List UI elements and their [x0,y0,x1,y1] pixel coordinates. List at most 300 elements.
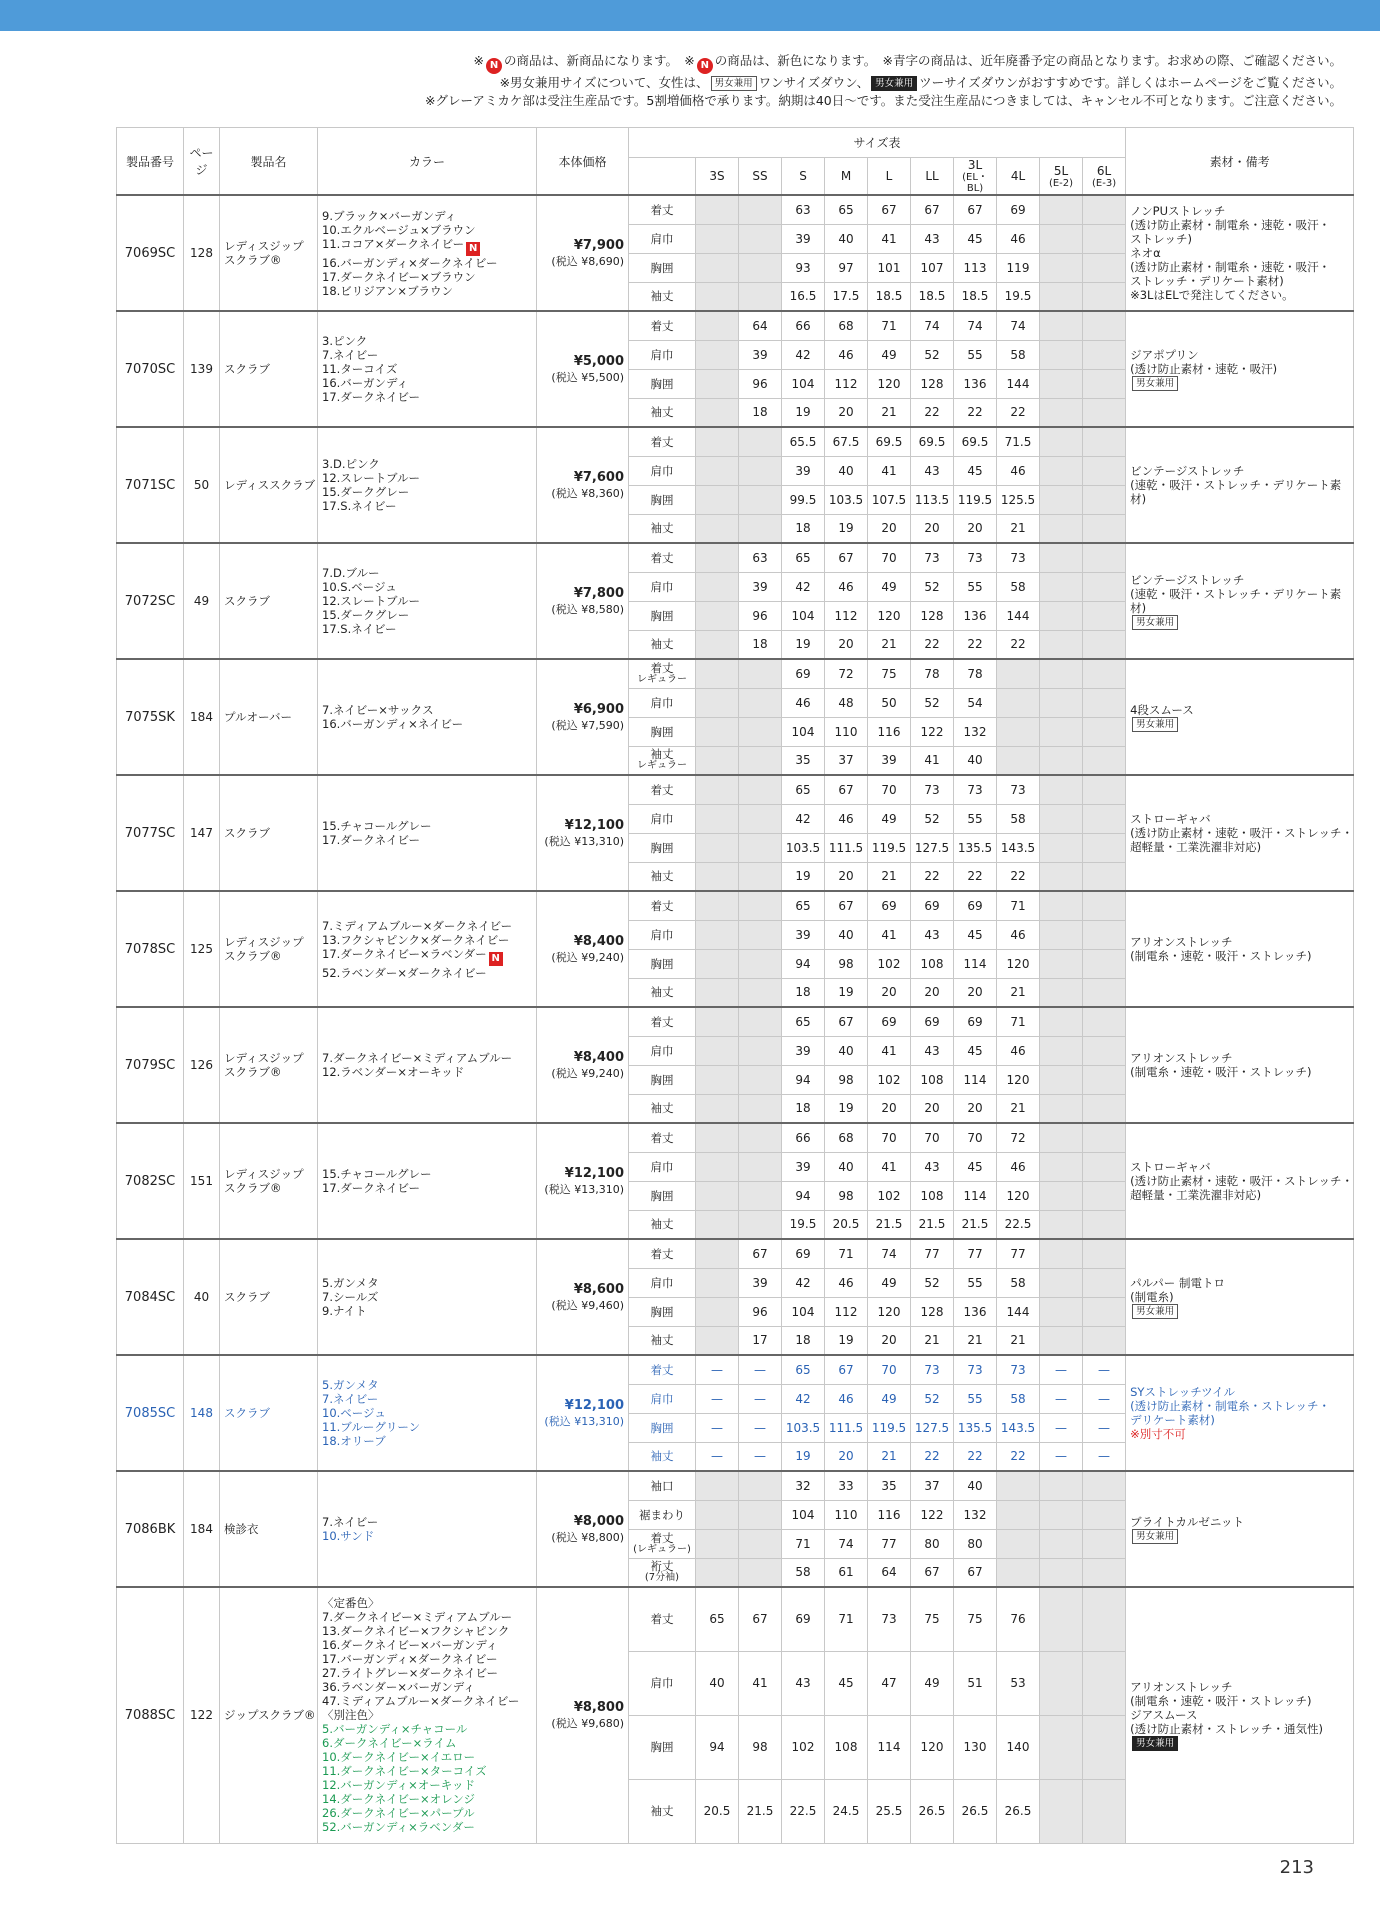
measure-label-text: 胸囲 [650,608,674,623]
size-value: 41 [911,746,954,775]
size-value: 98 [825,949,868,978]
size-header-6l [1083,158,1126,196]
size-value: 102 [868,1181,911,1210]
size-value [1040,891,1083,920]
price-cell [537,427,629,543]
size-value [696,978,739,1007]
material-line: ストローギャバ [1130,1160,1211,1174]
size-value: 132 [954,717,997,746]
color-text: 5.バーガンディ×チャコール [322,1722,468,1737]
measure-label-text: 着丈 [650,660,674,675]
size-value [696,427,739,456]
color-item [322,819,536,833]
size-value: 122 [911,1500,954,1529]
size-label: SS [752,169,768,183]
size-header-3s [696,158,739,196]
size-value [739,717,782,746]
size-value [739,891,782,920]
size-value [1040,688,1083,717]
size-value: 49 [868,340,911,369]
size-value [739,978,782,1007]
size-value: 72 [825,659,868,688]
measure-label [629,1239,696,1268]
size-value: 18 [782,1326,825,1355]
size-value: 94 [782,949,825,978]
size-value: 93 [782,253,825,282]
price-cell [537,543,629,659]
unisex-tag: 男女兼用 [711,76,757,91]
color-list [318,659,537,775]
size-value: 136 [954,369,997,398]
custom-size-note: ※別寸不可 [1130,1427,1186,1441]
size-value: 20 [868,1326,911,1355]
size-value: 65 [696,1587,739,1651]
size-value: 127.5 [911,1413,954,1442]
size-value: 143.5 [997,1413,1040,1442]
table-row [117,659,1354,688]
size-value [696,1297,739,1326]
product-name-line: スクラブ [224,362,270,376]
price-value: ¥6,900 [573,701,624,717]
product-name-line: スクラブ® [224,1181,282,1195]
size-value: 65 [782,1355,825,1384]
size-value: 104 [782,1297,825,1326]
size-value [1083,688,1126,717]
size-value [1083,1529,1126,1558]
price-cell [537,775,629,891]
size-value: 39 [739,1268,782,1297]
size-value: 20 [825,862,868,891]
size-value: 73 [911,775,954,804]
color-item [322,1378,536,1392]
size-value [739,253,782,282]
size-value [1040,311,1083,340]
price-value: ¥7,800 [573,585,624,601]
color-text: 52.バーガンディ×ラベンダー [322,1820,475,1835]
color-text: 10.ダークネイビー×イエロー [322,1750,476,1765]
price-tax: (税込 ¥5,500) [551,370,624,384]
measure-label [629,572,696,601]
size-value [696,1500,739,1529]
size-value: 140 [997,1715,1040,1779]
size-value: 46 [997,1152,1040,1181]
color-item [322,348,536,362]
color-item [322,1680,536,1694]
size-value: 63 [782,195,825,224]
size-value: 18 [782,978,825,1007]
color-item [322,594,536,608]
product-name-line: プルオーバー [224,710,292,724]
size-value [696,340,739,369]
size-value [1083,1268,1126,1297]
color-text: 5.ガンメタ [322,1276,379,1290]
material-line: (速乾・吸汗・ストレッチ・デリケート素材) [1130,586,1342,615]
size-value [696,282,739,311]
color-item [322,1792,536,1806]
size-value [1083,224,1126,253]
size-value [1083,1181,1126,1210]
color-item [322,1694,536,1708]
size-value [739,746,782,775]
color-item [322,237,536,256]
size-value [1040,1529,1083,1558]
size-value: 18 [739,630,782,659]
material-line: ストレッチ・デリケート素材) [1130,274,1284,288]
product-name-line: スクラブ® [224,1065,282,1079]
material-cell [1126,543,1354,659]
size-value [1083,282,1126,311]
size-value [696,862,739,891]
size-value: 69.5 [954,427,997,456]
material-line: アリオンストレッチ [1130,935,1233,949]
product-name [220,659,318,775]
color-item [322,334,536,348]
measure-label [629,224,696,253]
size-value: 21.5 [911,1210,954,1239]
size-value: 128 [911,1297,954,1326]
measure-label-text: 袖口 [650,1478,674,1493]
size-value [696,1558,739,1587]
color-item [322,1736,536,1750]
color-text: 9.ブラック×バーガンディ [322,208,457,223]
table-row [117,1007,1354,1036]
size-value: 26.5 [997,1779,1040,1843]
size-value [1040,1715,1083,1779]
size-label: 3L [967,158,983,172]
size-value: 67 [911,195,954,224]
size-value [696,485,739,514]
color-list [318,1007,537,1123]
size-value: 22 [911,630,954,659]
size-sub-label: (E-2) [1048,177,1074,189]
size-value: 136 [954,1297,997,1326]
material-cell [1126,195,1354,311]
size-value: 122 [911,717,954,746]
color-item [322,1596,536,1610]
measure-label [629,253,696,282]
size-value [696,920,739,949]
size-value: — [696,1413,739,1442]
size-value [696,804,739,833]
size-value [1040,1651,1083,1715]
product-name [220,1587,318,1843]
size-value: 120 [997,949,1040,978]
catalog-page: 148 [184,1355,220,1471]
size-value: 55 [954,1384,997,1413]
size-value: 49 [868,1384,911,1413]
size-value: 21 [868,398,911,427]
size-value: — [739,1384,782,1413]
size-value: 49 [868,572,911,601]
note-line-1 [42,52,1342,74]
color-item [322,1750,536,1764]
material-line: ブライトカルゼニット [1130,1514,1244,1529]
size-value: 46 [825,1268,868,1297]
color-item [322,1392,536,1406]
size-value [739,949,782,978]
color-item [322,566,536,580]
color-text: 16.バーガンディ [322,376,409,390]
header-color: カラー [318,128,537,196]
size-value: 55 [954,1268,997,1297]
header-price: 本体価格 [537,128,629,196]
color-text: 17.S.ネイビー [322,499,397,513]
size-value: 102 [868,949,911,978]
size-value: 98 [825,1065,868,1094]
color-list [318,311,537,427]
size-value: 77 [997,1239,1040,1268]
color-text: 6.ダークネイビー×ライム [322,1736,457,1751]
size-value: — [739,1442,782,1471]
size-value: 71 [997,891,1040,920]
size-value: 64 [868,1558,911,1587]
table-row [117,1471,1354,1500]
price-tax: (税込 ¥9,240) [551,950,624,964]
color-item [322,256,536,270]
product-name [220,1239,318,1355]
size-value: — [739,1413,782,1442]
size-value [1040,427,1083,456]
size-value: 41 [868,1036,911,1065]
material-cell [1126,775,1354,891]
size-value [739,659,782,688]
color-text: 3.D.ピンク [322,457,380,471]
size-value: 22 [954,862,997,891]
size-value: 77 [911,1239,954,1268]
size-label: 4L [1010,169,1026,183]
header-size-table: サイズ表 [629,128,1126,158]
color-list [318,775,537,891]
product-name [220,775,318,891]
color-text: 17.ダークネイビー [322,1181,420,1195]
table-row [117,775,1354,804]
table-row [117,1123,1354,1152]
measure-label-text: 着丈 [650,898,674,913]
measure-label-text: 胸囲 [650,1188,674,1203]
size-value: 120 [997,1181,1040,1210]
measure-label [629,1442,696,1471]
size-value [696,1007,739,1036]
product-name-line: スクラブ® [224,949,282,963]
size-value: 103.5 [782,833,825,862]
size-value: 22 [997,1442,1040,1471]
measure-label [629,688,696,717]
size-value: 120 [868,369,911,398]
size-value: 20 [868,514,911,543]
size-value [696,253,739,282]
size-value: 71 [825,1587,868,1651]
size-value: 42 [782,1384,825,1413]
size-value: 67.5 [825,427,868,456]
color-item [322,471,536,485]
size-value: 46 [782,688,825,717]
size-value: 74 [825,1529,868,1558]
product-name [220,195,318,311]
catalog-page: 126 [184,1007,220,1123]
size-value: 41 [868,920,911,949]
size-header-s [782,158,825,196]
size-value: 73 [911,543,954,572]
size-value [1083,1779,1126,1843]
price-cell [537,1007,629,1123]
color-text: 12.バーガンディ×オーキッド [322,1778,476,1793]
size-value: — [696,1384,739,1413]
price-value: ¥8,400 [573,933,624,949]
size-header-4l [997,158,1040,196]
measure-label [629,1471,696,1500]
size-value [696,775,739,804]
size-value: 70 [868,1355,911,1384]
size-value: 39 [868,746,911,775]
size-value: 69.5 [911,427,954,456]
table-row [117,427,1354,456]
catalog-page: 184 [184,1471,220,1587]
measure-label [629,1558,696,1587]
color-item [322,1806,536,1820]
measure-label [629,1123,696,1152]
measure-label [629,1587,696,1651]
measure-label-text: 肩巾 [650,1275,674,1290]
price-tax: (税込 ¥8,800) [551,1530,624,1544]
color-item [322,1529,536,1543]
product-name-line: レディスジップ [224,239,304,253]
material-line: (透け防止素材・ストレッチ・通気性) [1130,1721,1323,1736]
size-value: — [1040,1355,1083,1384]
color-item [322,1420,536,1434]
size-value: 77 [954,1239,997,1268]
size-header-ss [739,158,782,196]
price-tax: (税込 ¥13,310) [544,834,624,848]
size-value: 20.5 [696,1779,739,1843]
price-tax: (税込 ¥9,460) [551,1298,624,1312]
measure-label [629,862,696,891]
size-value [1040,775,1083,804]
size-value: 65 [825,195,868,224]
measure-label [629,804,696,833]
size-value: 108 [825,1715,868,1779]
color-text: 18.オリーブ [322,1434,386,1448]
size-value: 74 [911,311,954,340]
size-value: — [1040,1442,1083,1471]
color-item [322,1515,536,1529]
size-value: 42 [782,1268,825,1297]
size-value [1083,253,1126,282]
size-value: 20 [825,398,868,427]
size-value [696,1239,739,1268]
size-value [1040,1094,1083,1123]
size-value: 102 [782,1715,825,1779]
size-value [997,1471,1040,1500]
size-value: 46 [825,1384,868,1413]
size-value: 113 [954,253,997,282]
new-color-icon: N [697,58,713,74]
size-value: 40 [825,1036,868,1065]
measure-sub-label: (レギュラー) [633,1543,691,1555]
price-value: ¥5,000 [573,353,624,369]
material-line: (透け防止素材・速乾・吸汗・ストレッチ・ [1130,1174,1353,1188]
size-value: 55 [954,804,997,833]
size-value: 69 [782,1587,825,1651]
size-value: 108 [911,1065,954,1094]
size-value: — [1040,1413,1083,1442]
size-label: L [885,169,893,183]
header-name: 製品名 [220,128,318,196]
color-item [322,1304,536,1318]
size-value: 74 [868,1239,911,1268]
size-value: 20 [954,514,997,543]
measure-label [629,920,696,949]
size-value [1083,369,1126,398]
measure-label-text: 袖丈 [650,869,674,884]
table-body [117,195,1354,1843]
size-value: 71.5 [997,427,1040,456]
measure-label-text: 胸囲 [650,1740,674,1754]
size-value: — [1083,1442,1126,1471]
product-name [220,1355,318,1471]
measure-label [629,398,696,427]
size-value [739,862,782,891]
size-value [696,949,739,978]
size-value: 19 [782,1442,825,1471]
color-text: 9.ナイト [322,1304,367,1318]
measure-label-text: 袖丈 [650,1804,674,1818]
size-value [696,369,739,398]
color-text: 〈定番色〉 [322,1596,380,1611]
size-label: M [840,169,852,183]
size-value: 45 [954,224,997,253]
product-code: 7084SC [117,1239,184,1355]
size-value: 114 [954,1181,997,1210]
size-value: 39 [782,1036,825,1065]
material-line: アリオンストレッチ [1130,1679,1233,1694]
size-value: 120 [868,1297,911,1326]
size-value: 40 [954,746,997,775]
size-value: 74 [954,311,997,340]
size-value: 116 [868,1500,911,1529]
size-value [1083,1210,1126,1239]
size-value [1040,746,1083,775]
color-item [322,485,536,499]
price-cell [537,1587,629,1843]
measure-sub-label: (7分袖) [644,1572,680,1584]
header-blank [629,158,696,196]
size-value [739,456,782,485]
size-value: 20 [911,514,954,543]
size-value: 22 [954,398,997,427]
size-value [739,1181,782,1210]
size-value: 67 [868,195,911,224]
product-name-line: 検診衣 [224,1522,259,1536]
size-value [696,1094,739,1123]
color-text: 7.ダークネイビー×ミディアムブルー [322,1610,513,1625]
size-value: 67 [739,1239,782,1268]
size-value: 136 [954,601,997,630]
size-value [1083,920,1126,949]
size-value: 114 [954,949,997,978]
size-value: 22 [997,398,1040,427]
measure-label [629,833,696,862]
unisex-tag: 男女兼用 [1132,376,1178,391]
size-value: 58 [997,572,1040,601]
size-value: 21 [997,514,1040,543]
new-color-icon: N [489,952,503,966]
size-value: 135.5 [954,1413,997,1442]
measure-label-text: 袖丈 [650,521,674,536]
measure-label [629,978,696,1007]
size-value [1083,775,1126,804]
measure-label-text: 胸囲 [650,376,674,391]
color-text: 17.ダークネイビー×ブラウン [322,269,476,284]
